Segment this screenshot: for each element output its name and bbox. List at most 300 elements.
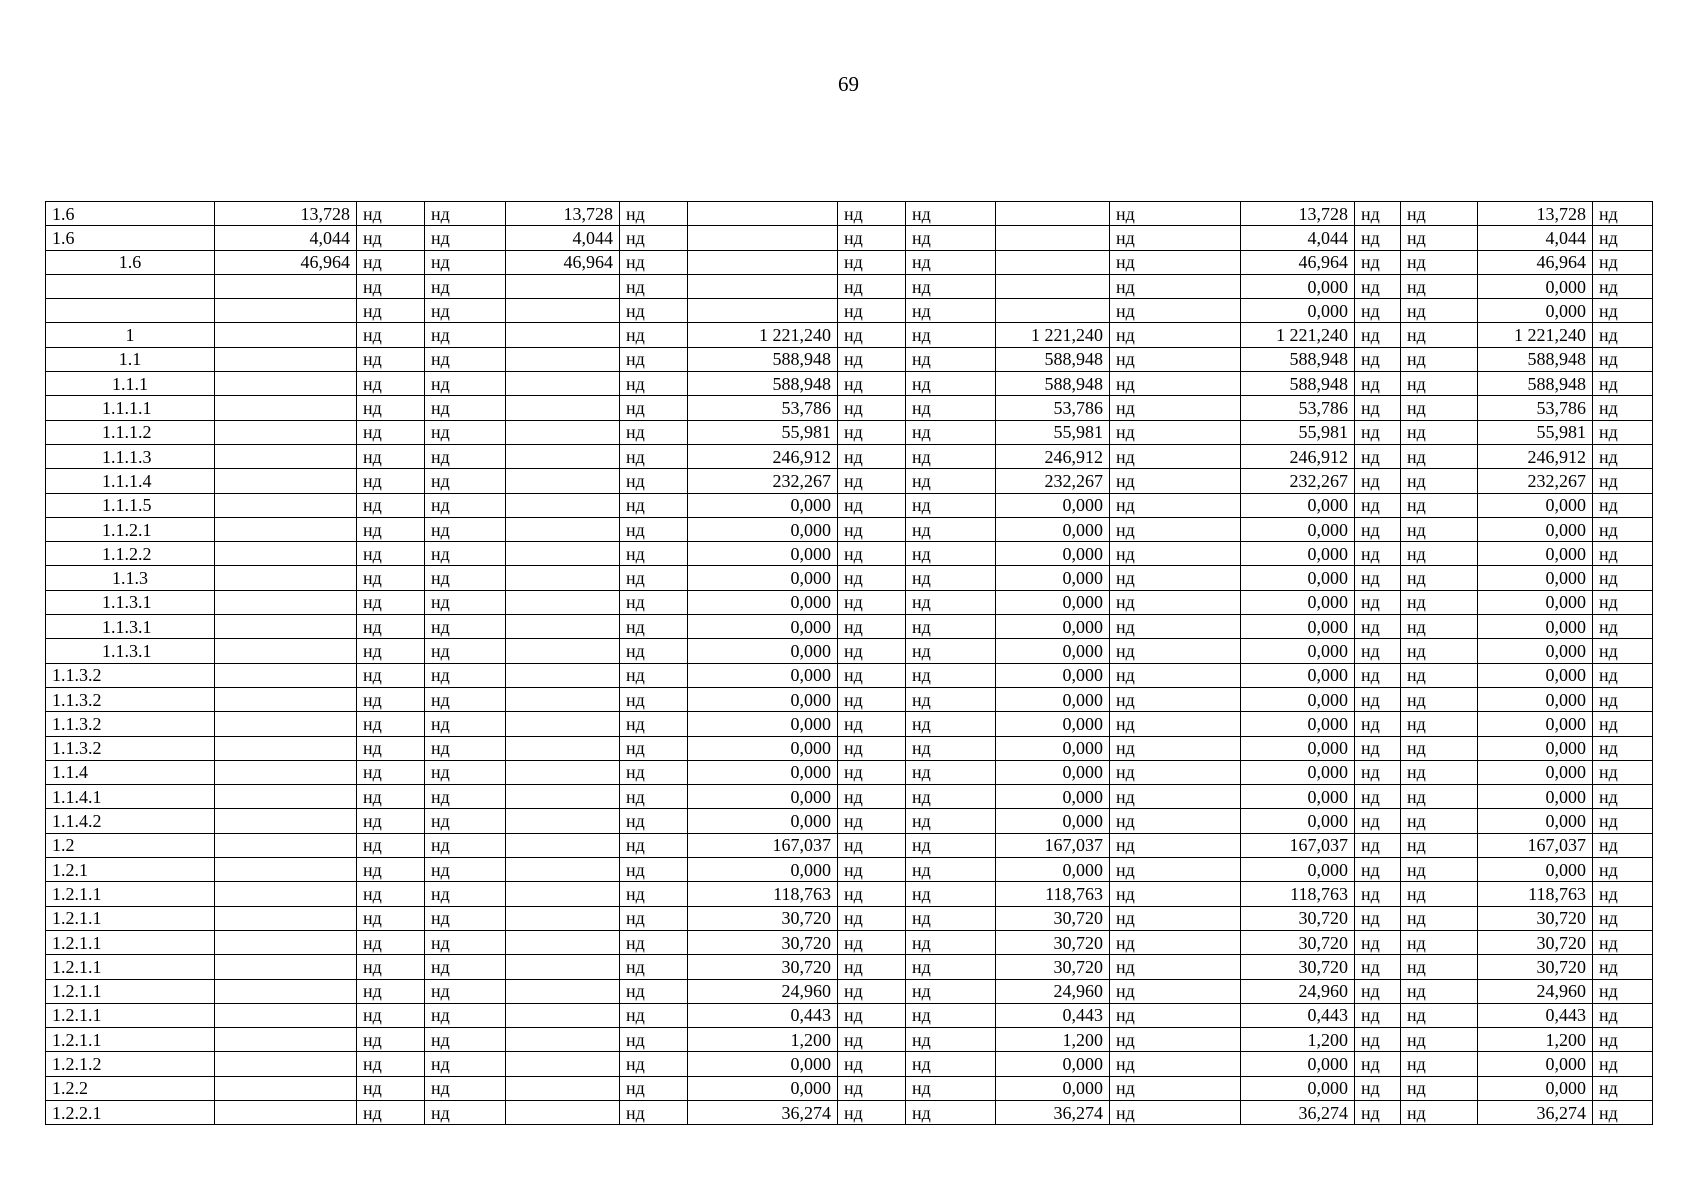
nd-cell: нд [425, 809, 506, 833]
nd-cell: нд [906, 930, 996, 954]
nd-cell: нд [906, 906, 996, 930]
row-code: 1.2.1.1 [46, 1028, 215, 1052]
value-cell: 36,274 [1478, 1100, 1593, 1124]
nd-cell: нд [1401, 493, 1478, 517]
nd-cell: нд [357, 1076, 425, 1100]
nd-cell: нд [620, 979, 688, 1003]
nd-cell: нд [838, 323, 906, 347]
value-cell [506, 347, 620, 371]
value-cell: 0,000 [1241, 566, 1355, 590]
value-cell: 0,000 [688, 663, 838, 687]
value-cell [688, 250, 838, 274]
value-cell [215, 1028, 357, 1052]
nd-cell: нд [1593, 420, 1653, 444]
nd-cell: нд [425, 906, 506, 930]
value-cell [215, 372, 357, 396]
nd-cell: нд [906, 1052, 996, 1076]
nd-cell: нд [425, 687, 506, 711]
value-cell [215, 736, 357, 760]
nd-cell: нд [1355, 955, 1401, 979]
value-cell: 0,000 [1478, 566, 1593, 590]
nd-cell: нд [906, 736, 996, 760]
nd-cell: нд [620, 785, 688, 809]
value-cell: 24,960 [1478, 979, 1593, 1003]
nd-cell: нд [425, 955, 506, 979]
nd-cell: нд [838, 566, 906, 590]
value-cell [215, 1076, 357, 1100]
value-cell [215, 687, 357, 711]
value-cell: 1 221,240 [1478, 323, 1593, 347]
value-cell: 55,981 [996, 420, 1110, 444]
value-cell [215, 809, 357, 833]
nd-cell: нд [906, 882, 996, 906]
nd-cell: нд [425, 202, 506, 226]
nd-cell: нд [1401, 420, 1478, 444]
nd-cell: нд [1110, 882, 1241, 906]
row-code: 1.1.1.4 [46, 469, 215, 493]
value-cell [996, 226, 1110, 250]
nd-cell: нд [1401, 858, 1478, 882]
value-cell: 55,981 [1478, 420, 1593, 444]
nd-cell: нд [1355, 882, 1401, 906]
nd-cell: нд [838, 250, 906, 274]
nd-cell: нд [357, 639, 425, 663]
nd-cell: нд [1355, 420, 1401, 444]
nd-cell: нд [620, 1003, 688, 1027]
nd-cell: нд [357, 663, 425, 687]
row-code [46, 274, 215, 298]
nd-cell: нд [425, 930, 506, 954]
nd-cell: нд [357, 833, 425, 857]
row-code: 1.1.1.5 [46, 493, 215, 517]
value-cell [215, 858, 357, 882]
row-code: 1.1.4.2 [46, 809, 215, 833]
nd-cell: нд [620, 687, 688, 711]
nd-cell: нд [906, 226, 996, 250]
nd-cell: нд [1401, 372, 1478, 396]
nd-cell: нд [1593, 979, 1653, 1003]
data-table [45, 201, 1653, 1125]
nd-cell: нд [1355, 1076, 1401, 1100]
nd-cell: нд [357, 712, 425, 736]
nd-cell: нд [906, 347, 996, 371]
value-cell [506, 858, 620, 882]
table-row [46, 372, 1653, 396]
value-cell [215, 882, 357, 906]
value-cell [506, 736, 620, 760]
value-cell: 0,000 [688, 809, 838, 833]
value-cell: 46,964 [1478, 250, 1593, 274]
nd-cell: нд [357, 760, 425, 784]
nd-cell: нд [1593, 323, 1653, 347]
nd-cell: нд [838, 712, 906, 736]
value-cell [506, 833, 620, 857]
value-cell [506, 1028, 620, 1052]
table-row [46, 226, 1653, 250]
value-cell [688, 226, 838, 250]
nd-cell: нд [1401, 323, 1478, 347]
nd-cell: нд [620, 882, 688, 906]
nd-cell: нд [1110, 712, 1241, 736]
nd-cell: нд [425, 979, 506, 1003]
nd-cell: нд [1110, 542, 1241, 566]
value-cell [215, 712, 357, 736]
value-cell [506, 517, 620, 541]
table-row [46, 712, 1653, 736]
nd-cell: нд [357, 420, 425, 444]
nd-cell: нд [838, 833, 906, 857]
value-cell [506, 882, 620, 906]
nd-cell: нд [357, 469, 425, 493]
value-cell: 30,720 [688, 906, 838, 930]
nd-cell: нд [357, 906, 425, 930]
nd-cell: нд [906, 979, 996, 1003]
value-cell: 0,000 [1241, 809, 1355, 833]
nd-cell: нд [1110, 833, 1241, 857]
value-cell: 0,000 [996, 1076, 1110, 1100]
value-cell: 13,728 [215, 202, 357, 226]
nd-cell: нд [1110, 469, 1241, 493]
nd-cell: нд [1593, 590, 1653, 614]
value-cell: 24,960 [1241, 979, 1355, 1003]
value-cell: 0,000 [1241, 1052, 1355, 1076]
row-code: 1.1.2.2 [46, 542, 215, 566]
row-code: 1 [46, 323, 215, 347]
nd-cell: нд [838, 299, 906, 323]
value-cell: 118,763 [688, 882, 838, 906]
nd-cell: нд [1401, 1100, 1478, 1124]
value-cell: 246,912 [1241, 444, 1355, 468]
value-cell [215, 542, 357, 566]
value-cell: 4,044 [215, 226, 357, 250]
value-cell [506, 299, 620, 323]
nd-cell: нд [838, 469, 906, 493]
value-cell: 0,000 [996, 566, 1110, 590]
value-cell: 36,274 [1241, 1100, 1355, 1124]
nd-cell: нд [1401, 444, 1478, 468]
nd-cell: нд [620, 202, 688, 226]
nd-cell: нд [620, 955, 688, 979]
nd-cell: нд [838, 615, 906, 639]
row-code: 1.2.1.1 [46, 979, 215, 1003]
value-cell: 0,000 [996, 615, 1110, 639]
table-row [46, 469, 1653, 493]
value-cell [506, 809, 620, 833]
value-cell: 0,000 [1478, 663, 1593, 687]
nd-cell: нд [838, 1003, 906, 1027]
table-row [46, 736, 1653, 760]
nd-cell: нд [1401, 202, 1478, 226]
value-cell: 118,763 [1241, 882, 1355, 906]
nd-cell: нд [1110, 736, 1241, 760]
table-row [46, 687, 1653, 711]
value-cell: 24,960 [688, 979, 838, 1003]
value-cell [215, 469, 357, 493]
value-cell [215, 663, 357, 687]
value-cell: 53,786 [996, 396, 1110, 420]
nd-cell: нд [1401, 663, 1478, 687]
value-cell: 0,000 [1241, 639, 1355, 663]
nd-cell: нд [1355, 493, 1401, 517]
value-cell: 0,000 [688, 566, 838, 590]
nd-cell: нд [906, 542, 996, 566]
nd-cell: нд [357, 955, 425, 979]
nd-cell: нд [1355, 858, 1401, 882]
nd-cell: нд [906, 663, 996, 687]
nd-cell: нд [1110, 1028, 1241, 1052]
nd-cell: нд [1355, 1003, 1401, 1027]
table-row [46, 760, 1653, 784]
nd-cell: нд [620, 250, 688, 274]
nd-cell: нд [1355, 833, 1401, 857]
row-code: 1.1.1.3 [46, 444, 215, 468]
nd-cell: нд [1355, 809, 1401, 833]
nd-cell: нд [1401, 469, 1478, 493]
row-code: 1.1.3.2 [46, 687, 215, 711]
nd-cell: нд [838, 760, 906, 784]
nd-cell: нд [357, 250, 425, 274]
value-cell: 46,964 [1241, 250, 1355, 274]
nd-cell: нд [1355, 469, 1401, 493]
row-code: 1.1 [46, 347, 215, 371]
value-cell: 0,000 [688, 590, 838, 614]
nd-cell: нд [1110, 420, 1241, 444]
nd-cell: нд [1355, 202, 1401, 226]
nd-cell: нд [906, 639, 996, 663]
nd-cell: нд [357, 347, 425, 371]
value-cell [506, 396, 620, 420]
nd-cell: нд [1110, 979, 1241, 1003]
nd-cell: нд [425, 250, 506, 274]
value-cell [996, 250, 1110, 274]
nd-cell: нд [1593, 372, 1653, 396]
value-cell [688, 299, 838, 323]
nd-cell: нд [620, 833, 688, 857]
value-cell [506, 372, 620, 396]
nd-cell: нд [906, 469, 996, 493]
nd-cell: нд [1110, 858, 1241, 882]
nd-cell: нд [1401, 930, 1478, 954]
table-row [46, 493, 1653, 517]
nd-cell: нд [838, 1100, 906, 1124]
nd-cell: нд [425, 347, 506, 371]
nd-cell: нд [357, 396, 425, 420]
value-cell [996, 202, 1110, 226]
nd-cell: нд [838, 274, 906, 298]
value-cell: 55,981 [1241, 420, 1355, 444]
nd-cell: нд [1401, 736, 1478, 760]
nd-cell: нд [906, 858, 996, 882]
value-cell: 30,720 [1478, 906, 1593, 930]
nd-cell: нд [1355, 250, 1401, 274]
value-cell: 0,000 [1241, 299, 1355, 323]
value-cell: 30,720 [996, 930, 1110, 954]
value-cell [506, 469, 620, 493]
nd-cell: нд [425, 1028, 506, 1052]
value-cell: 0,000 [688, 542, 838, 566]
table-row [46, 444, 1653, 468]
value-cell [215, 396, 357, 420]
value-cell: 0,000 [688, 615, 838, 639]
nd-cell: нд [906, 517, 996, 541]
nd-cell: нд [838, 226, 906, 250]
nd-cell: нд [1401, 639, 1478, 663]
nd-cell: нд [906, 299, 996, 323]
row-code: 1.2.1 [46, 858, 215, 882]
table-row [46, 1003, 1653, 1027]
value-cell: 36,274 [688, 1100, 838, 1124]
value-cell: 167,037 [688, 833, 838, 857]
value-cell [688, 274, 838, 298]
nd-cell: нд [1593, 1028, 1653, 1052]
value-cell [506, 979, 620, 1003]
nd-cell: нд [838, 906, 906, 930]
nd-cell: нд [425, 396, 506, 420]
value-cell [215, 955, 357, 979]
nd-cell: нд [1593, 274, 1653, 298]
nd-cell: нд [1355, 1100, 1401, 1124]
nd-cell: нд [906, 760, 996, 784]
value-cell: 167,037 [996, 833, 1110, 857]
table-row [46, 420, 1653, 444]
value-cell: 0,000 [996, 639, 1110, 663]
table-row [46, 590, 1653, 614]
nd-cell: нд [1401, 542, 1478, 566]
value-cell: 0,000 [688, 639, 838, 663]
value-cell: 0,000 [688, 1052, 838, 1076]
value-cell: 0,000 [1241, 785, 1355, 809]
value-cell: 13,728 [1478, 202, 1593, 226]
value-cell: 1 221,240 [1241, 323, 1355, 347]
nd-cell: нд [425, 299, 506, 323]
value-cell [215, 444, 357, 468]
nd-cell: нд [620, 444, 688, 468]
value-cell [506, 1076, 620, 1100]
nd-cell: нд [1593, 809, 1653, 833]
table-row [46, 833, 1653, 857]
nd-cell: нд [838, 420, 906, 444]
nd-cell: нд [1355, 226, 1401, 250]
nd-cell: нд [1593, 517, 1653, 541]
nd-cell: нд [357, 566, 425, 590]
row-code: 1.1.3 [46, 566, 215, 590]
nd-cell: нд [1593, 833, 1653, 857]
nd-cell: нд [1401, 906, 1478, 930]
nd-cell: нд [620, 858, 688, 882]
nd-cell: нд [838, 663, 906, 687]
page-number: 69 [838, 72, 859, 96]
nd-cell: нд [357, 809, 425, 833]
value-cell [215, 323, 357, 347]
nd-cell: нд [1593, 202, 1653, 226]
nd-cell: нд [620, 930, 688, 954]
nd-cell: нд [1593, 955, 1653, 979]
value-cell: 4,044 [1478, 226, 1593, 250]
value-cell [215, 760, 357, 784]
table-row [46, 930, 1653, 954]
nd-cell: нд [1110, 372, 1241, 396]
value-cell: 588,948 [996, 372, 1110, 396]
value-cell: 0,000 [1241, 493, 1355, 517]
nd-cell: нд [1593, 250, 1653, 274]
nd-cell: нд [906, 493, 996, 517]
nd-cell: нд [906, 1076, 996, 1100]
nd-cell: нд [1593, 736, 1653, 760]
table-row [46, 542, 1653, 566]
value-cell: 588,948 [1241, 372, 1355, 396]
value-cell: 1,200 [1241, 1028, 1355, 1052]
row-code: 1.6 [46, 250, 215, 274]
nd-cell: нд [425, 1003, 506, 1027]
nd-cell: нд [620, 542, 688, 566]
nd-cell: нд [1593, 226, 1653, 250]
table-body [46, 202, 1653, 1125]
nd-cell: нд [425, 542, 506, 566]
value-cell: 0,000 [996, 809, 1110, 833]
nd-cell: нд [1110, 687, 1241, 711]
nd-cell: нд [1355, 372, 1401, 396]
value-cell: 0,000 [1478, 809, 1593, 833]
nd-cell: нд [357, 1052, 425, 1076]
row-code: 1.1.1 [46, 372, 215, 396]
value-cell: 0,000 [1478, 1052, 1593, 1076]
value-cell [506, 1100, 620, 1124]
value-cell [215, 979, 357, 1003]
value-cell: 0,000 [996, 542, 1110, 566]
value-cell [215, 615, 357, 639]
nd-cell: нд [838, 1076, 906, 1100]
nd-cell: нд [357, 979, 425, 1003]
value-cell: 0,000 [688, 760, 838, 784]
value-cell: 232,267 [996, 469, 1110, 493]
nd-cell: нд [1355, 930, 1401, 954]
nd-cell: нд [1593, 930, 1653, 954]
nd-cell: нд [906, 955, 996, 979]
nd-cell: нд [1110, 639, 1241, 663]
row-code: 1.2.1.1 [46, 906, 215, 930]
nd-cell: нд [906, 590, 996, 614]
row-code: 1.6 [46, 202, 215, 226]
nd-cell: нд [838, 372, 906, 396]
value-cell [688, 202, 838, 226]
row-code: 1.2.2 [46, 1076, 215, 1100]
nd-cell: нд [620, 712, 688, 736]
nd-cell: нд [906, 202, 996, 226]
nd-cell: нд [620, 517, 688, 541]
table-row [46, 906, 1653, 930]
value-cell [215, 274, 357, 298]
value-cell: 0,000 [1241, 590, 1355, 614]
nd-cell: нд [620, 1028, 688, 1052]
value-cell: 0,443 [688, 1003, 838, 1027]
value-cell [506, 542, 620, 566]
nd-cell: нд [425, 1052, 506, 1076]
nd-cell: нд [357, 590, 425, 614]
nd-cell: нд [425, 833, 506, 857]
nd-cell: нд [1401, 712, 1478, 736]
nd-cell: нд [1355, 663, 1401, 687]
row-code: 1.2.1.1 [46, 882, 215, 906]
value-cell: 0,443 [1478, 1003, 1593, 1027]
value-cell: 0,000 [1241, 663, 1355, 687]
value-cell: 588,948 [688, 347, 838, 371]
nd-cell: нд [620, 420, 688, 444]
nd-cell: нд [357, 858, 425, 882]
nd-cell: нд [838, 955, 906, 979]
row-code: 1.1.3.2 [46, 663, 215, 687]
nd-cell: нд [1355, 687, 1401, 711]
value-cell [215, 833, 357, 857]
